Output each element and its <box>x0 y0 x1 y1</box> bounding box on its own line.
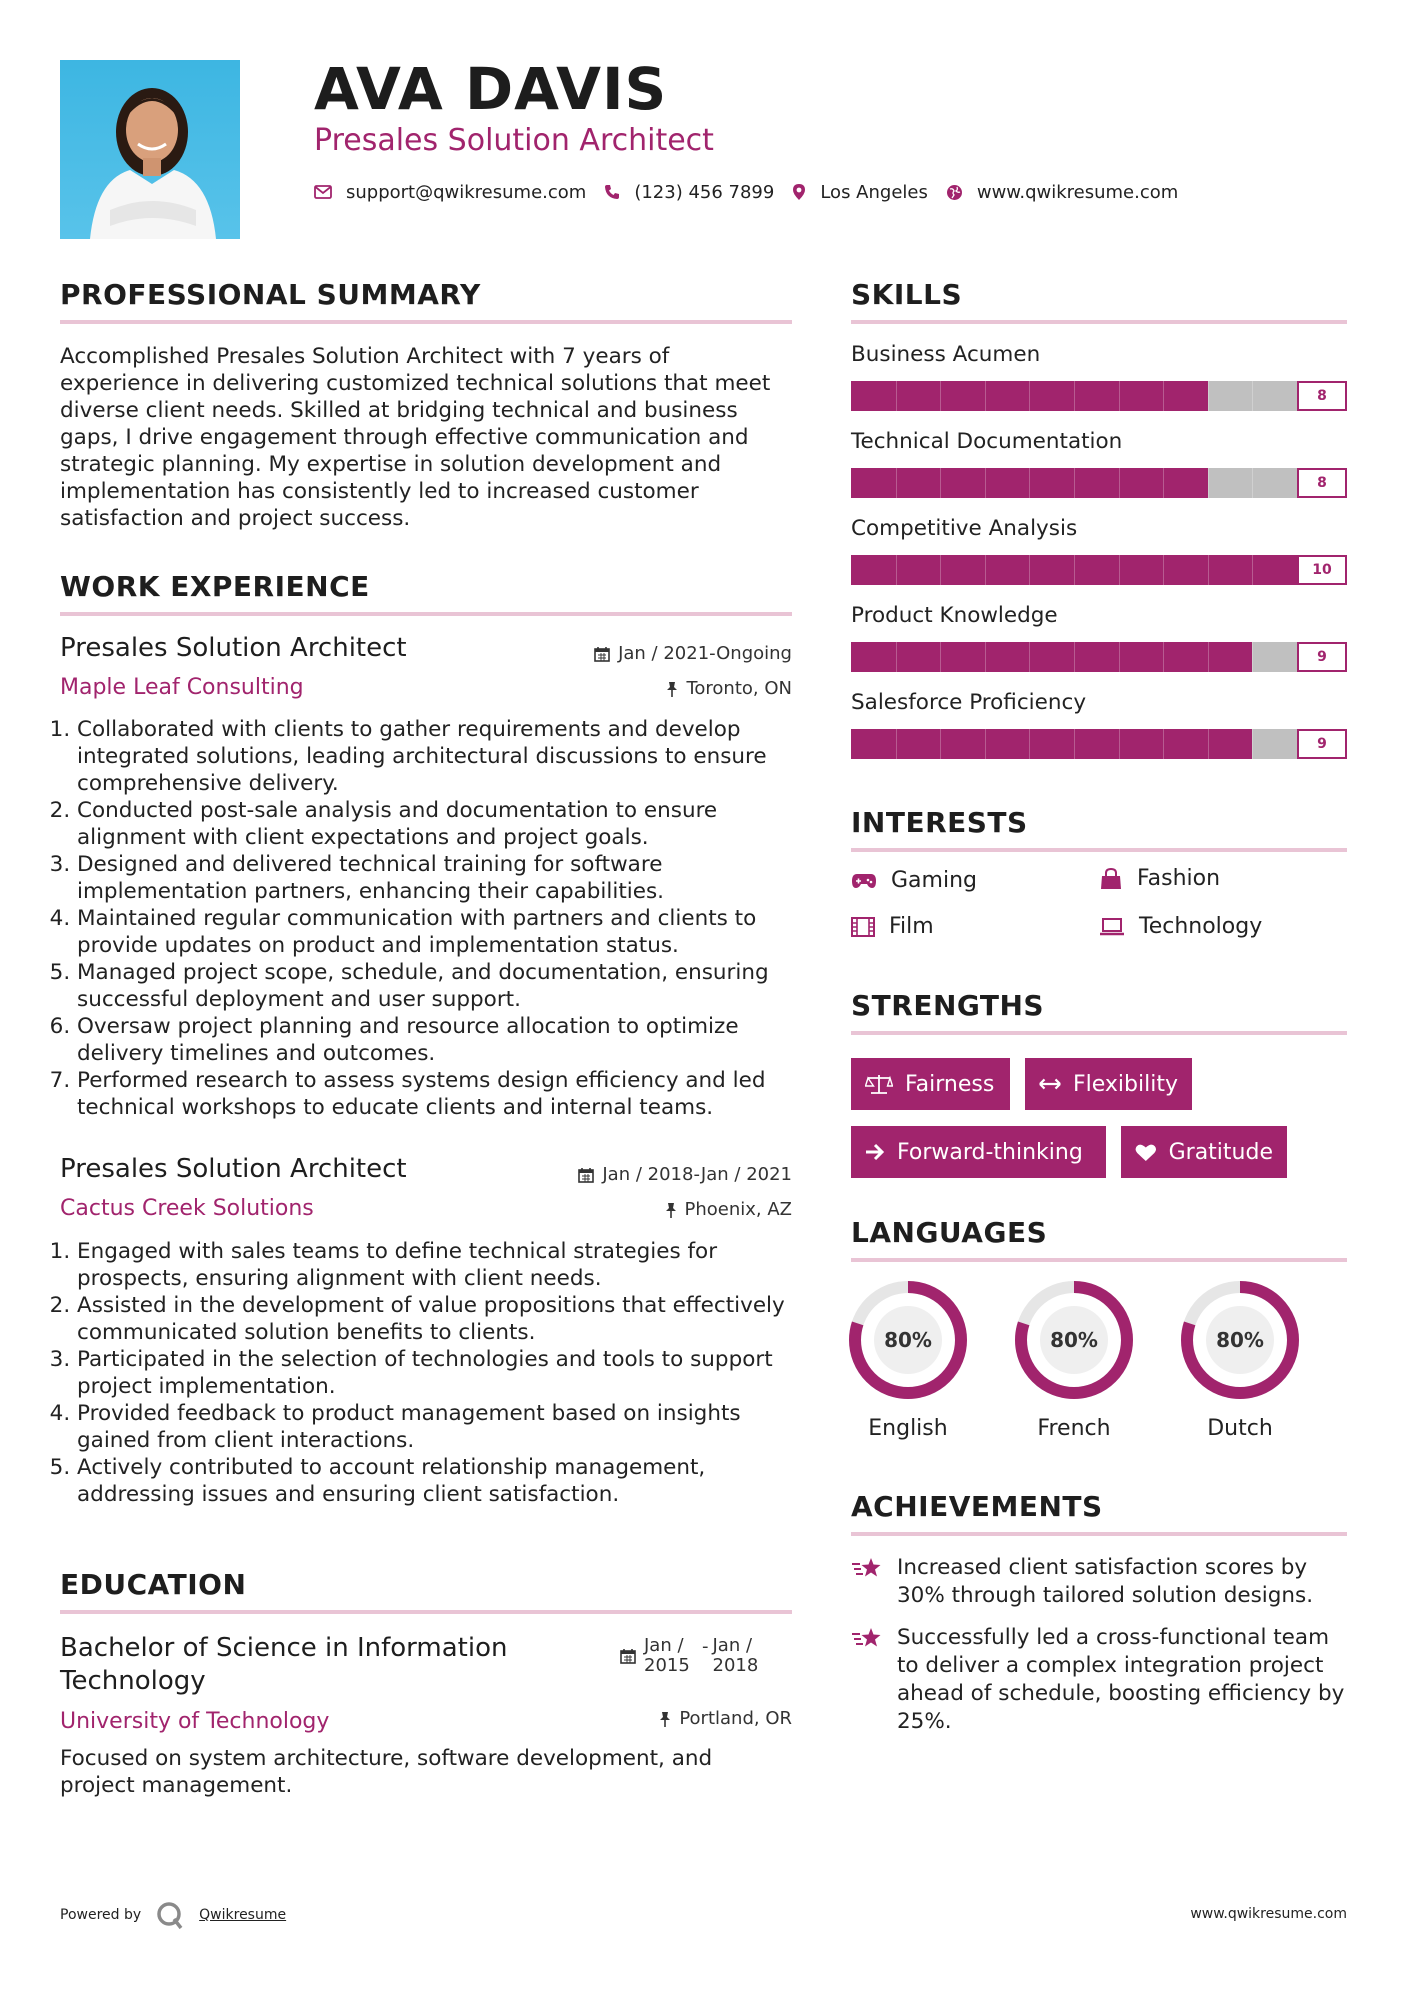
strengths-divider <box>851 1031 1347 1035</box>
skill-bar-segment <box>1252 729 1253 759</box>
skill-bar-fill <box>851 729 1252 759</box>
skill-bar-segment <box>940 555 941 585</box>
list-item: 4. Provided feedback to product management based on insights gained from client interactions. <box>77 1400 795 1454</box>
list-item: 2. Conducted post-sale analysis and documentation to ensure alignment with client expectations and project goals. <box>77 797 795 851</box>
education-location <box>659 1708 792 1730</box>
skill-bar-segment <box>985 729 986 759</box>
interest-item-gaming <box>851 868 977 893</box>
strength-chip-gratitude <box>1121 1126 1287 1178</box>
skill-bar-segment <box>896 468 897 498</box>
footer-branding <box>60 1900 286 1930</box>
job-location-text: Toronto, ON <box>686 678 792 699</box>
qwikresume-logo-icon <box>155 1900 185 1930</box>
skill-bar-segment <box>896 381 897 411</box>
experience-heading: WORK EXPERIENCE <box>60 570 370 603</box>
arrows-horizontal-icon <box>1039 1077 1061 1091</box>
strength-label: Fairness <box>905 1071 995 1097</box>
job-title: Presales Solution Architect <box>60 1154 407 1184</box>
job-dates <box>578 1164 792 1186</box>
strengths-heading: STRENGTHS <box>851 989 1045 1022</box>
skill-bar-segment <box>896 555 897 585</box>
skill-bar-segment <box>1119 555 1120 585</box>
job-dates <box>594 643 792 665</box>
job-location <box>665 1199 793 1221</box>
email-text: support@qwikresume.com <box>346 181 587 203</box>
achievement-item <box>851 1624 1351 1736</box>
skill-bar-segment <box>1208 555 1209 585</box>
skill-bar-segment <box>1029 729 1030 759</box>
shooting-star-icon <box>851 1626 883 1650</box>
interest-label: Technology <box>1139 914 1263 939</box>
list-item: 5. Actively contributed to account relationship management, addressing issues and ensuring client satisfaction. <box>77 1454 795 1508</box>
education-end: Jan / 2018 <box>712 1635 759 1676</box>
interests-divider <box>851 848 1347 852</box>
skill-bar-segment <box>1208 468 1209 498</box>
skill-bar-segment <box>1074 729 1075 759</box>
strength-chip-fairness <box>851 1058 1010 1110</box>
job-title: Presales Solution Architect <box>60 633 407 663</box>
calendar-icon <box>578 1167 594 1183</box>
skill-bar-segment <box>1163 468 1164 498</box>
language-name: French <box>1037 1416 1111 1441</box>
skill-bar <box>851 468 1347 498</box>
skills-heading: SKILLS <box>851 278 963 311</box>
calendar-icon <box>594 646 610 662</box>
list-item: 1. Collaborated with clients to gather requirements and develop integrated solutions, leading architectural discussions to ensure comprehensive delivery. <box>77 716 795 797</box>
contact-location <box>792 182 928 203</box>
envelope-icon <box>314 185 332 199</box>
language-name: Dutch <box>1207 1416 1273 1441</box>
skill-bar-segment <box>940 468 941 498</box>
calendar-icon <box>620 1648 636 1664</box>
skill-bar-segment <box>1119 381 1120 411</box>
strength-label: Gratitude <box>1168 1139 1273 1165</box>
job-dates-text: Jan / 2018-Jan / 2021 <box>602 1164 792 1185</box>
skill-bar-segment <box>1163 729 1164 759</box>
achievement-text: Increased client satisfaction scores by 30% through tailored solution designs. <box>897 1555 1314 1608</box>
skill-score-badge: 9 <box>1297 642 1347 672</box>
strength-label: Forward-thinking <box>897 1139 1083 1165</box>
language-percent: 80% <box>884 1328 932 1352</box>
list-item: 5. Managed project scope, schedule, and documentation, ensuring successful deployment and user support. <box>77 959 795 1013</box>
skill-bar-segment <box>1252 555 1253 585</box>
skill-bar-segment <box>1208 381 1209 411</box>
skill-bar-segment <box>1074 468 1075 498</box>
candidate-name: AVA DAVIS <box>314 55 668 123</box>
skill-bar-segment <box>1163 555 1164 585</box>
skill-label: Technical Documentation <box>851 429 1123 454</box>
location-text: Los Angeles <box>820 181 928 203</box>
degree-title: Bachelor of Science in Information Technology <box>60 1633 508 1696</box>
skill-bar-segment <box>1074 381 1075 411</box>
company-name: Maple Leaf Consulting <box>60 675 304 700</box>
skill-bar-segment <box>1074 555 1075 585</box>
list-item: 3. Participated in the selection of technologies and tools to support project implementation. <box>77 1346 795 1400</box>
job-location-text: Phoenix, AZ <box>684 1199 792 1220</box>
skill-bar-segment <box>1119 468 1120 498</box>
phone-icon <box>604 184 620 200</box>
list-item: 3. Designed and delivered technical training for software implementation partners, enhancing their capabilities. <box>77 851 795 905</box>
job-bullets <box>47 716 795 1121</box>
gamepad-icon <box>851 873 877 889</box>
list-item: 4. Maintained regular communication with partners and clients to provide updates on product and implementation status. <box>77 905 795 959</box>
phone-text: (123) 456 7899 <box>634 181 775 203</box>
education-location-text: Portland, OR <box>679 1708 792 1729</box>
skill-bar <box>851 555 1347 585</box>
summary-divider <box>60 320 792 324</box>
achievement-item <box>851 1554 1351 1610</box>
contact-email[interactable] <box>314 182 586 203</box>
language-donut <box>846 1278 970 1402</box>
skill-bar-segment <box>940 381 941 411</box>
language-donut <box>1178 1278 1302 1402</box>
powered-by-text: Powered by <box>60 1907 142 1923</box>
skill-bar <box>851 381 1347 411</box>
date-separator: - <box>702 1636 709 1657</box>
summary-text: Accomplished Presales Solution Architect with 7 years of experience in delivering customized technical solutions that meet diverse client needs. Skilled at bridging technical and business gaps, I drive engagement through effective communication and strategic planning. My expertise in solution development and implementation has consistently led to increased customer satisfaction and project success. <box>60 344 771 531</box>
achievements-divider <box>851 1532 1347 1536</box>
profile-photo <box>60 60 240 239</box>
summary-heading: PROFESSIONAL SUMMARY <box>60 278 481 311</box>
skill-bar-segment <box>1163 381 1164 411</box>
skill-bar-segment <box>1119 642 1120 672</box>
strength-chip-forward-thinking <box>851 1126 1106 1178</box>
skill-bar-segment <box>1029 642 1030 672</box>
skills-divider <box>851 320 1347 324</box>
achievement-text: Successfully led a cross-functional team to deliver a complex integration project ahead of schedule, boosting efficiency by 25%. <box>897 1625 1345 1734</box>
skill-label: Competitive Analysis <box>851 516 1078 541</box>
pushpin-icon <box>659 1711 671 1728</box>
language-percent: 80% <box>1050 1328 1098 1352</box>
skill-label: Business Acumen <box>851 342 1041 367</box>
heart-icon <box>1135 1142 1157 1163</box>
skill-bar-segment <box>1029 468 1030 498</box>
list-item: 2. Assisted in the development of value propositions that effectively communicated solution benefits to clients. <box>77 1292 795 1346</box>
skill-bar-segment <box>1252 642 1253 672</box>
contact-phone[interactable] <box>604 182 774 203</box>
interest-item-technology <box>1099 914 1262 939</box>
skill-bar-segment <box>1252 468 1253 498</box>
globe-icon <box>946 184 963 201</box>
skill-bar <box>851 642 1347 672</box>
shooting-star-icon <box>851 1556 883 1580</box>
map-pin-icon <box>792 183 806 201</box>
strength-chip-flexibility <box>1025 1058 1192 1110</box>
shopping-bag-icon <box>1099 868 1123 890</box>
education-divider <box>60 1610 792 1614</box>
skill-bar-segment <box>896 642 897 672</box>
skill-bar-segment <box>985 555 986 585</box>
contact-bar <box>314 178 1196 206</box>
language-item <box>846 1278 970 1441</box>
list-item: 6. Oversaw project planning and resource allocation to optimize delivery timelines and outcomes. <box>77 1013 795 1067</box>
education-start: Jan / 2015 <box>644 1635 690 1676</box>
strength-label: Flexibility <box>1073 1071 1178 1097</box>
skill-score-badge: 9 <box>1297 729 1347 759</box>
job-bullets <box>47 1238 795 1508</box>
interest-label: Film <box>889 914 934 939</box>
balance-scale-icon <box>865 1073 893 1095</box>
skill-label: Product Knowledge <box>851 603 1058 628</box>
pushpin-icon <box>666 681 678 698</box>
skill-bar-segment <box>1119 729 1120 759</box>
languages-divider <box>851 1258 1347 1262</box>
job-dates-text: Jan / 2021-Ongoing <box>618 643 792 664</box>
skill-bar-segment <box>985 468 986 498</box>
website-text: www.qwikresume.com <box>976 181 1179 203</box>
skill-bar <box>851 729 1347 759</box>
skill-bar-fill <box>851 642 1252 672</box>
skill-score-badge: 8 <box>1297 468 1347 498</box>
skill-bar-segment <box>1029 381 1030 411</box>
language-donut <box>1012 1278 1136 1402</box>
skill-bar-segment <box>1074 642 1075 672</box>
language-item <box>1178 1278 1302 1441</box>
footer-site-link[interactable]: www.qwikresume.com <box>1190 1906 1347 1922</box>
education-heading: EDUCATION <box>60 1568 247 1601</box>
list-item: 1. Engaged with sales teams to define technical strategies for prospects, ensuring alignment with client needs. <box>77 1238 795 1292</box>
experience-divider <box>60 612 792 616</box>
laptop-icon <box>1099 918 1125 936</box>
skill-bar-segment <box>1208 729 1209 759</box>
skill-bar-segment <box>940 729 941 759</box>
interest-item-film <box>851 914 934 939</box>
language-name: English <box>868 1416 948 1441</box>
company-name: Cactus Creek Solutions <box>60 1196 314 1221</box>
interest-label: Fashion <box>1137 866 1221 891</box>
skill-bar-segment <box>1208 642 1209 672</box>
skill-bar-segment <box>985 642 986 672</box>
achievements-heading: ACHIEVEMENTS <box>851 1490 1103 1523</box>
arrow-right-icon <box>865 1143 885 1161</box>
list-item: 7. Performed research to assess systems design efficiency and led technical workshops to educate clients and internal teams. <box>77 1067 795 1121</box>
skill-bar-segment <box>896 729 897 759</box>
skill-bar-segment <box>985 381 986 411</box>
brand-link[interactable]: Qwikresume <box>199 1907 287 1923</box>
interest-label: Gaming <box>891 868 977 893</box>
school-name: University of Technology <box>60 1709 330 1734</box>
contact-website[interactable] <box>946 182 1178 203</box>
interests-heading: INTERESTS <box>851 806 1028 839</box>
job-location <box>666 678 792 700</box>
candidate-title: Presales Solution Architect <box>314 123 714 158</box>
skill-label: Salesforce Proficiency <box>851 690 1087 715</box>
language-percent: 80% <box>1216 1328 1264 1352</box>
education-dates <box>620 1636 767 1676</box>
film-icon <box>851 917 875 937</box>
language-item <box>1012 1278 1136 1441</box>
skill-bar-segment <box>1163 642 1164 672</box>
skill-score-badge: 8 <box>1297 381 1347 411</box>
education-description: Focused on system architecture, software development, and project management. <box>60 1746 713 1798</box>
skill-bar-segment <box>1252 381 1253 411</box>
person-portrait-icon <box>60 60 240 239</box>
pushpin-icon <box>665 1202 677 1219</box>
skill-bar-segment <box>1029 555 1030 585</box>
interest-item-fashion <box>1099 866 1220 891</box>
languages-heading: LANGUAGES <box>851 1216 1048 1249</box>
skill-bar-segment <box>940 642 941 672</box>
skill-score-badge: 10 <box>1297 555 1347 585</box>
